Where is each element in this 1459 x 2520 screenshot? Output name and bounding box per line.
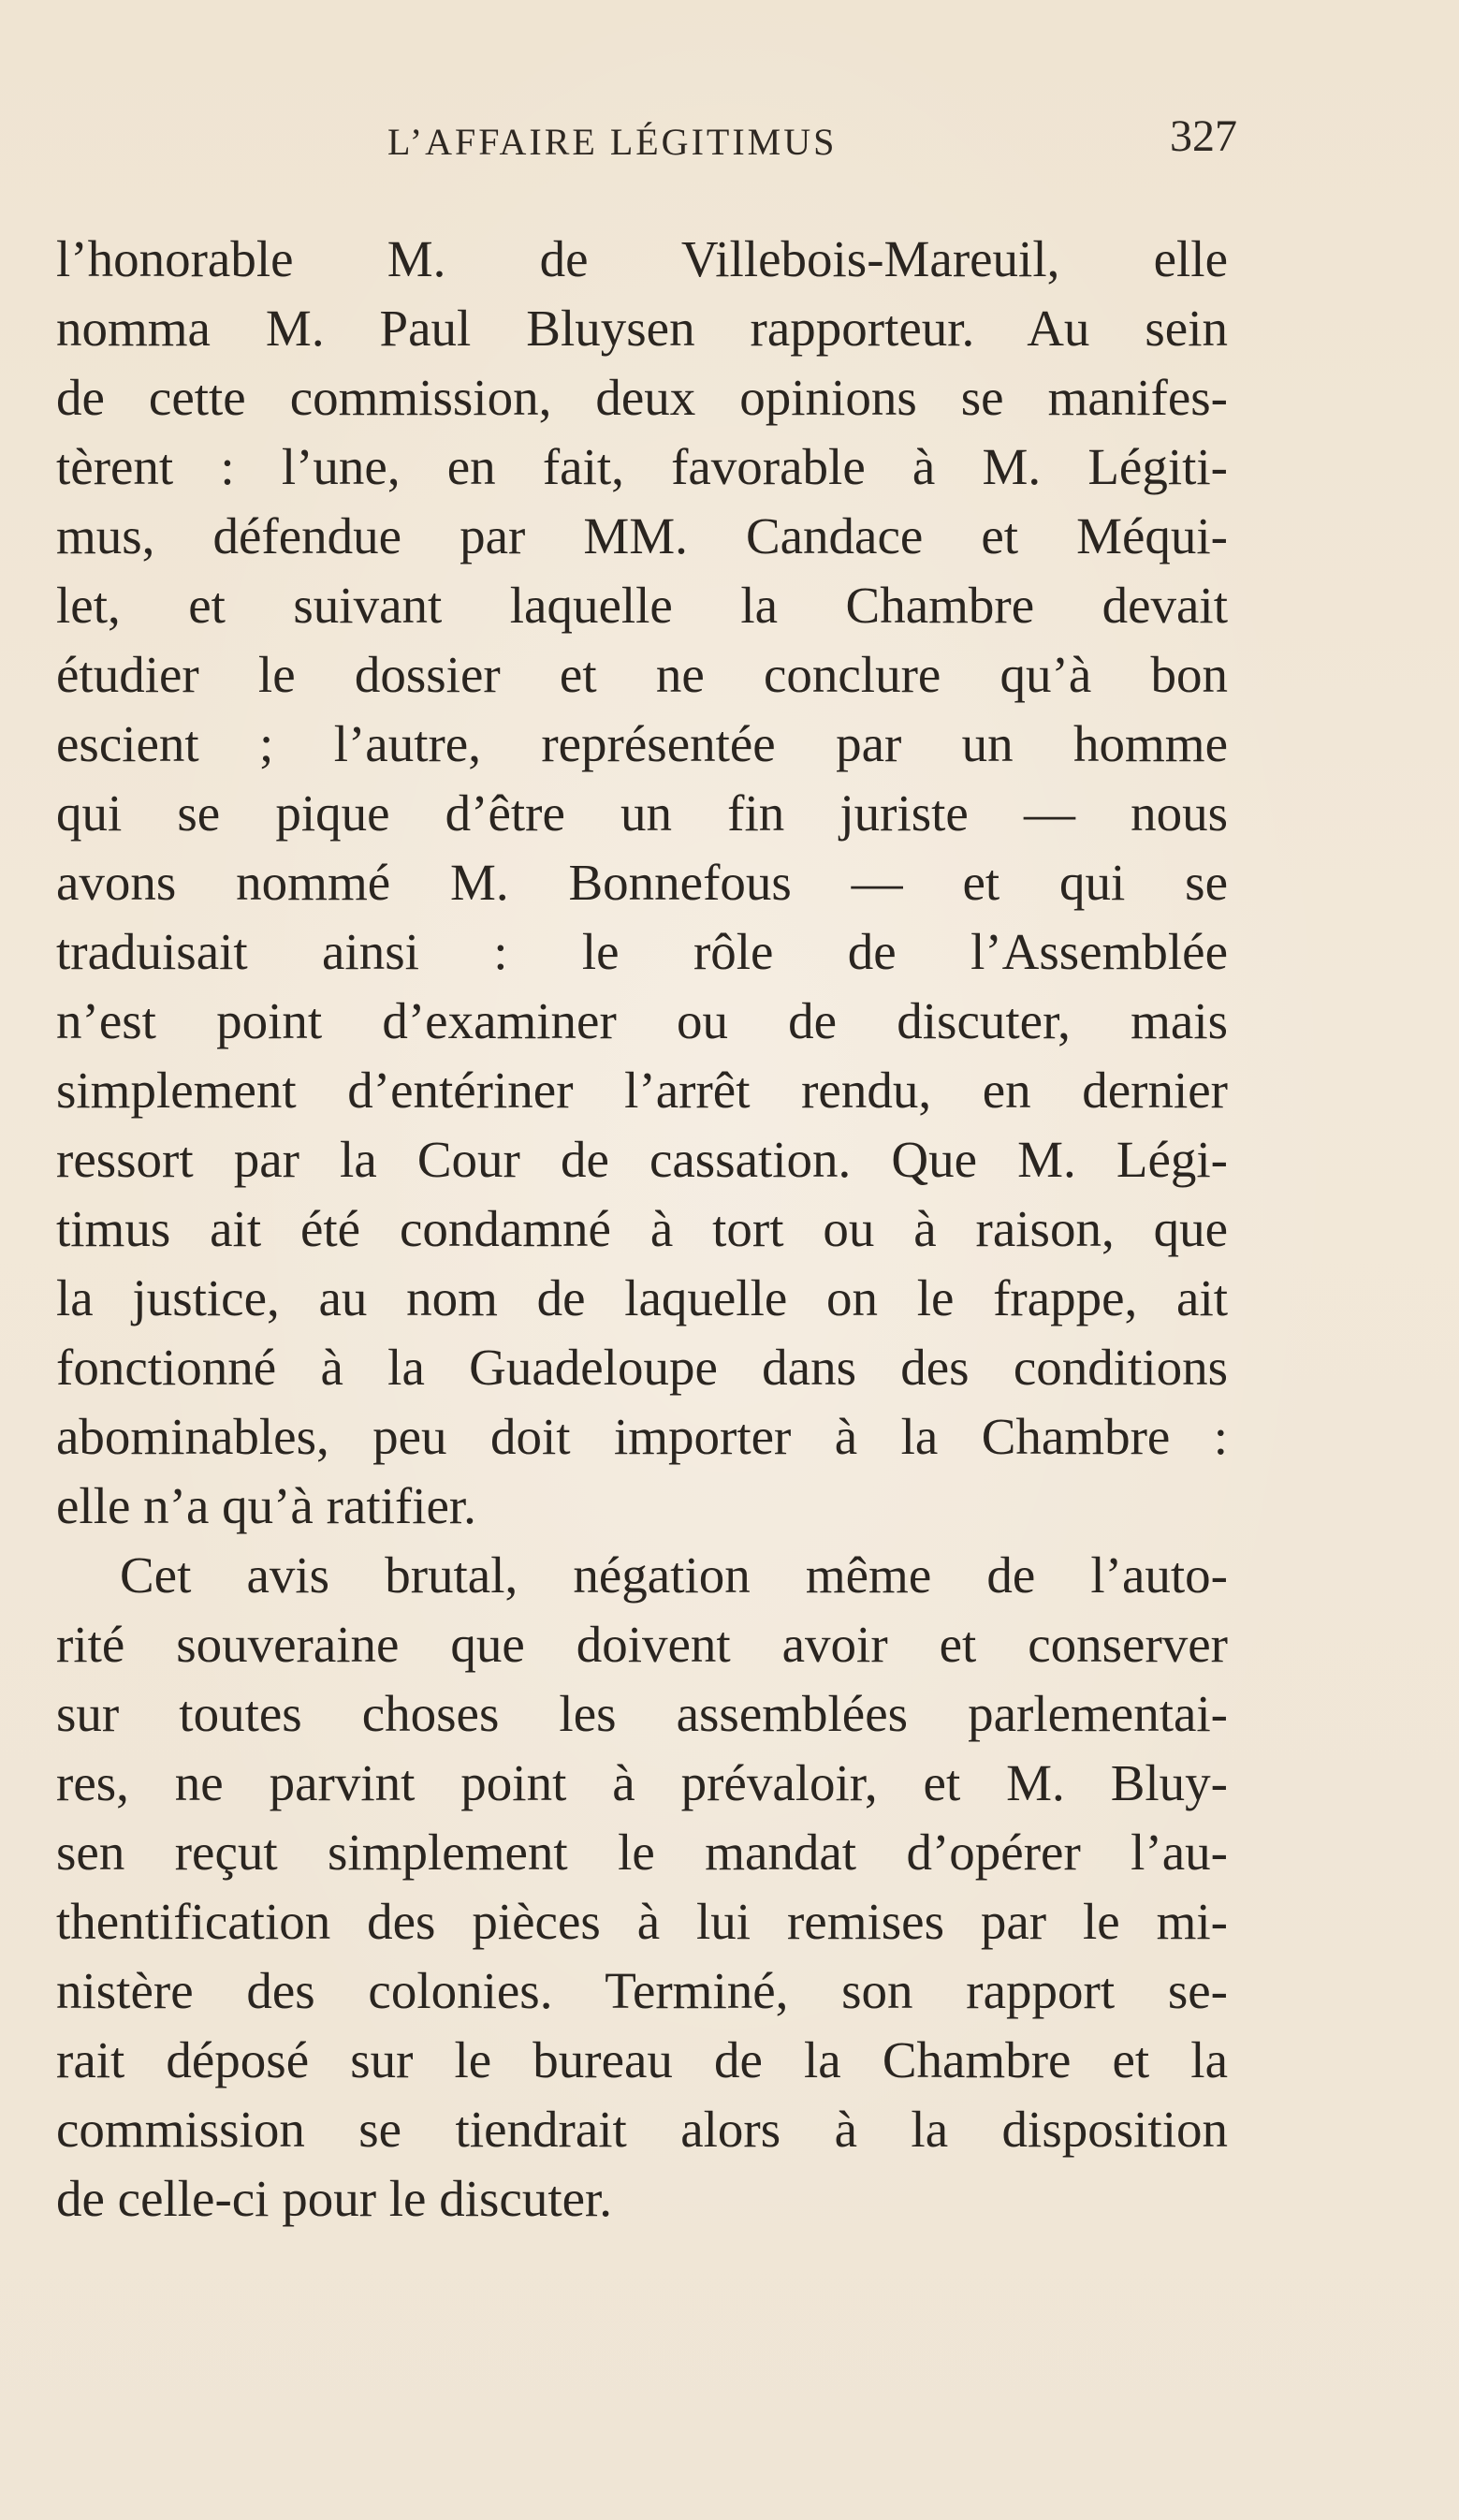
text-line: l’honorable M. de Villebois-Mareuil, elle [56,230,1228,287]
text-line: rait déposé sur le bureau de la Chambre et la [56,2031,1228,2088]
text-line: la justice, au nom de laquelle on le frappe, ait [56,1269,1228,1326]
text-line: Cet avis brutal, négation même de l’auto- [120,1546,1228,1604]
body-text [56,225,1228,2234]
text-line: de cette commission, deux opinions se manifes- [56,369,1228,426]
text-line: avons nommé M. Bonnefous — et qui se [56,854,1228,911]
text-line: simplement d’entériner l’arrêt rendu, en dernier [56,1062,1228,1119]
text-line: let, et suivant laquelle la Chambre devait [56,577,1228,634]
text-line: nistère des colonies. Terminé, son rapport se- [56,1962,1228,2019]
text-line: fonctionné à la Guadeloupe dans des conditions [56,1339,1228,1396]
running-title: L’AFFAIRE LÉGITIMUS [387,121,838,163]
text-line: qui se pique d’être un fin juriste — nous [56,784,1228,842]
text-line: escient ; l’autre, représentée par un homme [56,715,1228,772]
text-line: timus ait été condamné à tort ou à raison, que [56,1200,1228,1257]
paragraph [56,1541,1228,2234]
text-line: res, ne parvint point à prévaloir, et M. Bluy- [56,1754,1228,1811]
text-line: n’est point d’examiner ou de discuter, mais [56,992,1228,1049]
text-line: rité souveraine que doivent avoir et conserver [56,1616,1228,1673]
text-line: tèrent : l’une, en fait, favorable à M. Légiti- [56,438,1228,495]
text-line: ressort par la Cour de cassation. Que M. Légi- [56,1131,1228,1188]
text-line: sen reçut simplement le mandat d’opérer l’au- [56,1824,1228,1881]
text-line: mus, défendue par MM. Candace et Méqui- [56,507,1228,564]
text-line: de celle-ci pour le discuter. [56,2170,613,2227]
text-line: elle n’a qu’à ratifier. [56,1477,476,1534]
text-line: traduisait ainsi : le rôle de l’Assemblée [56,923,1228,980]
text-line: sur toutes choses les assemblées parlementai- [56,1685,1228,1742]
text-line: thentification des pièces à lui remises par le mi- [56,1893,1228,1950]
text-line: abominables, peu doit importer à la Chambre : [56,1408,1228,1465]
text-line: commission se tiendrait alors à la disposition [56,2101,1228,2158]
text-line: nomma M. Paul Bluysen rapporteur. Au sein [56,300,1228,357]
text-line: étudier le dossier et ne conclure qu’à bon [56,646,1228,703]
paragraph [56,225,1228,1541]
page-number: 327 [1170,111,1237,161]
page-header [58,110,1237,176]
